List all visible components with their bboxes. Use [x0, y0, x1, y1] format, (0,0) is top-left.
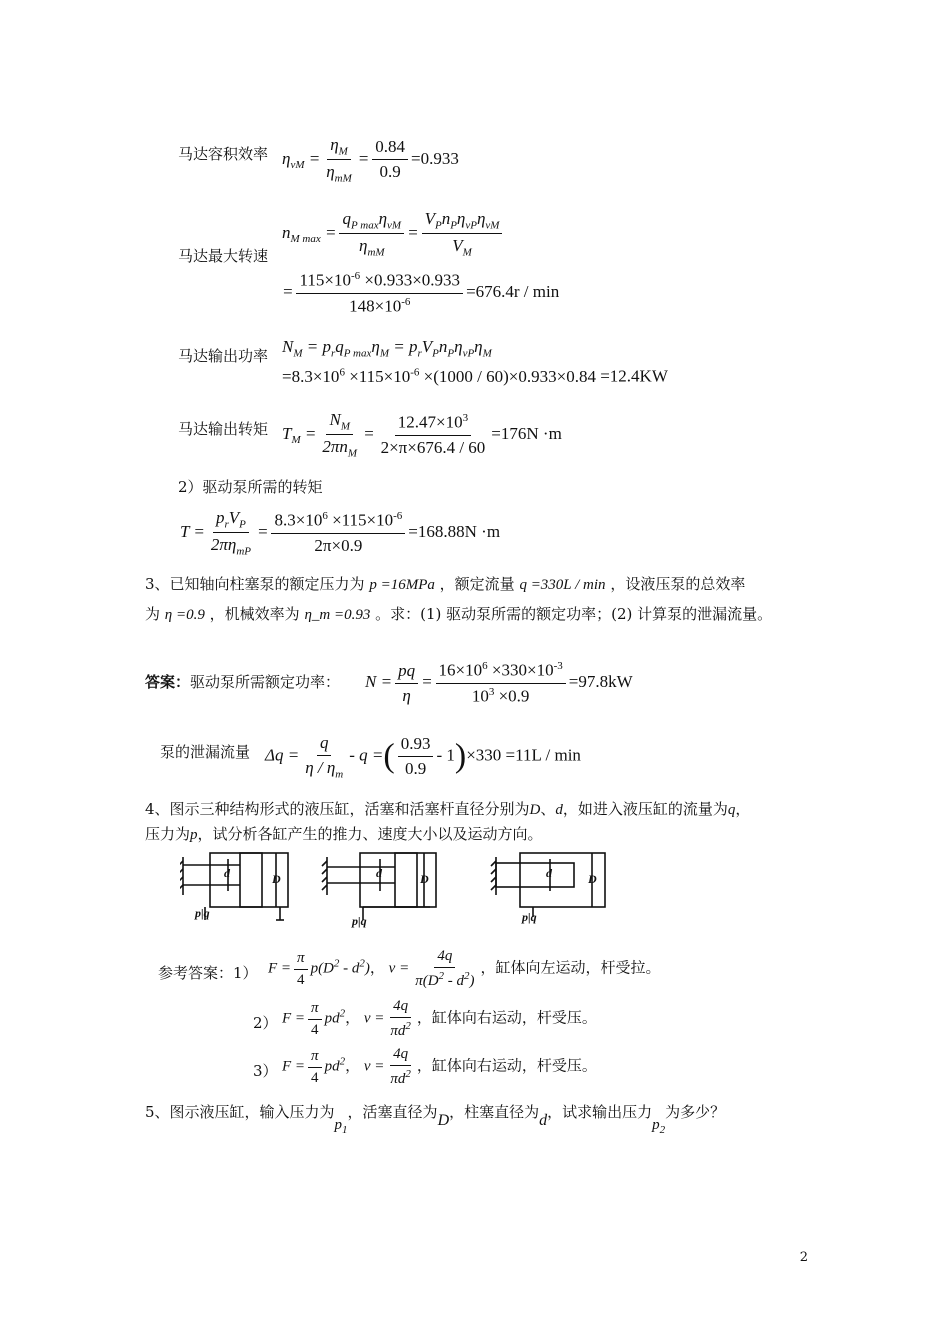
svg-text:D: D — [272, 872, 281, 886]
q4-line-1: 4、图示三种结构形式的液压缸，活塞和活塞杆直径分别为D、d，如进入液压缸的流量为q， — [145, 800, 751, 818]
q5-line: 5、图示液压缸，输入压力为$p_1$，活塞直径为D，柱塞直径为d，试求输出压力$p_2$为多少？ — [145, 1103, 726, 1136]
q4-line-2: 压力为p，试分析各缸产生的推力、速度大小以及运动方向。 — [145, 825, 543, 843]
pump-torque-label: 2）驱动泵所需的转矩 — [178, 478, 323, 496]
ref-answer-3-formula: F = $\frac{\pi}{4}$ $pd^2$， v = $\frac{4q}{\pi d^2}$ ，缸体向右运动，杆受压。 — [282, 1046, 597, 1087]
motor-torque-formula: $T_M$ = $\frac{N_M}{2\pi n_M}$ = $\frac{12.47\times 10^3}{2\times\pi\times 676.4 / 60}$ =176N ·m — [282, 410, 562, 460]
q3-line-1: 3、已知轴向柱塞泵的额定压力为 p =16MPa ，额定流量 q =330L / min ，设液压泵的总效率 — [145, 575, 746, 593]
motor-torque-label: 马达输出转矩 — [178, 420, 269, 438]
motor-max-speed-label: 马达最大转速 — [178, 247, 269, 265]
motor-vol-eff-label: 马达容积效率 — [178, 145, 269, 163]
svg-text:D: D — [588, 872, 597, 886]
svg-text:D: D — [420, 872, 429, 886]
motor-power-formula-2: $=8.3\times 10^6 \times 115\times 10^{-6} \times(1000 / 60)\times 0.933\times 0.84 =12.4KW$ — [282, 366, 668, 386]
ref-answer-1-formula: F = $\frac{\pi}{4}$ $p(D^2 - d^2)$， v = $\frac{4q}{\pi(D^2 - d^2)}$ ，缸体向左运动，杆受拉。 — [268, 948, 661, 989]
answer-line: 答案：驱动泵所需额定功率： — [145, 673, 341, 691]
svg-text:d: d — [376, 866, 382, 880]
answer-formula: N = $\frac{pq}{\eta}$ = $\frac{16\times 10^6 \times 330\times 10^{-3}}{10^3 \times 0.9}$ =97.8kW — [365, 660, 633, 706]
ref-answer-3: 3） — [253, 1062, 278, 1080]
motor-max-speed-formula-2: = $\frac{115\times 10^{-6} \times 0.933\times 0.933}{148\times 10^{-6}}$ =676.4r / min — [282, 270, 560, 316]
motor-max-speed-formula-1: $n_{M max}$ = $\frac{q_{P max}\eta_{vM}}{\eta_{mM}}$ = $\frac{V_Pn_P\eta_{vP}\eta_{vM}}{V_M}$ — [282, 209, 505, 259]
leak-formula: Δq = $\frac{q}{\eta / \eta_m}$ - q =( $\frac{0.93}{0.9}$ - 1)×330 =11L / min — [265, 733, 581, 781]
motor-power-formula-1: $N_M = p_rq_{P max}\eta_M = p_rV_Pn_P\eta_{vP}\eta_M$ — [282, 337, 492, 360]
cylinder-diagrams — [180, 845, 650, 930]
ref-answer-2-formula: F = $\frac{\pi}{4}$ $pd^2$， v = $\frac{4q}{\pi d^2}$ ，缸体向右运动，杆受压。 — [282, 998, 597, 1039]
page-number: 2 — [799, 1250, 808, 1265]
cylinder-diagram-2 — [322, 853, 436, 928]
ref-answer-1: 参考答案：1） — [158, 964, 258, 982]
svg-text:d: d — [224, 866, 230, 880]
svg-text:p|q: p|q — [195, 906, 210, 920]
leak-label: 泵的泄漏流量 — [160, 743, 251, 761]
svg-text:p|q: p|q — [522, 910, 537, 924]
motor-power-label: 马达输出功率 — [178, 347, 269, 365]
pump-torque-formula: T = $\frac{p_rV_P}{2\pi\eta_{mP}}$ = $\frac{8.3\times 10^6 \times 115\times 10^{-6}}{2\pi\times 0.9}$ =168.88N ·m — [180, 508, 501, 558]
q3-line-2: 为 η =0.9 ，机械效率为 η_m =0.93 。求：(1) 驱动泵所需的额定功率；(2) 计算泵的泄漏流量。 — [145, 605, 773, 623]
motor-vol-eff-formula: $\eta_{vM}$ = $\frac{\eta_M}{\eta_{mM}}$ = $\frac{0.84}{0.9}$ =0.933 — [282, 135, 459, 185]
svg-text:d: d — [546, 866, 552, 880]
cylinder-diagram-1 — [180, 853, 288, 920]
ref-answer-2: 2） — [253, 1014, 278, 1032]
cylinder-diagram-3 — [491, 853, 605, 924]
svg-text:p|q: p|q — [352, 914, 367, 928]
